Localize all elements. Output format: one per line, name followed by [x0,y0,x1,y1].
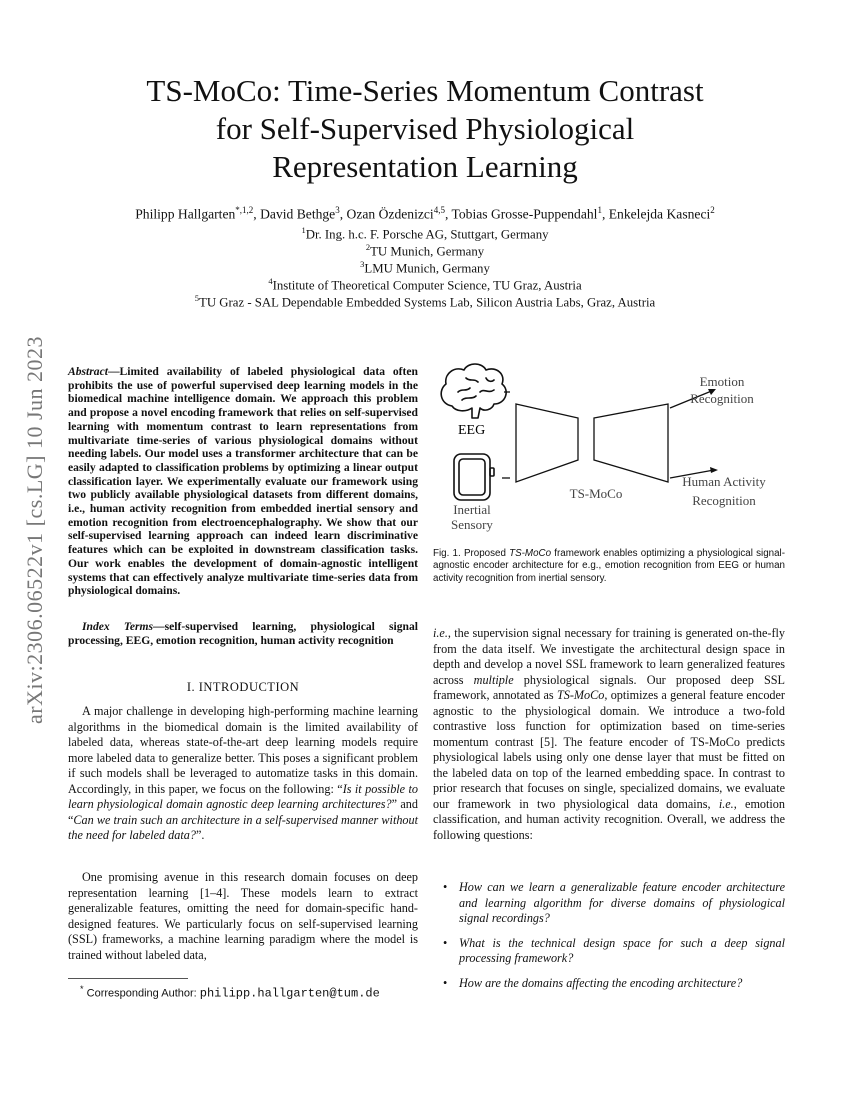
paragraph-text: , the supervision signal necessary for training is generated on-the-fly from the data itself. We investigate the architectural design space in depth and develop a novel SSL framework to learn generalized features across [433,626,785,687]
bullet-icon: • [443,880,448,894]
arxiv-stamp [18,300,52,760]
brain-icon [441,364,506,418]
paper-title [100,72,750,186]
ts-moco-label: TS-MoCo [569,486,623,501]
affiliation-text: Institute of Theoretical Computer Science, TU Graz, Austria [272,278,582,293]
arxiv-stamp-text: arXiv:2306.06522v1 [cs.LG] 10 Jun 2023 [22,335,47,725]
author-list: Philipp Hallgarten$^{*,1,2}$, David Bethge$^3$, Ozan Özdenizci$^{4,5}$, Tobias Grosse-Puppendahl$^1$, Enkelejda Kasneci$^2$ [135,205,715,222]
list-item [433,976,785,992]
index-terms-label: Index Terms [82,620,154,633]
italic-text: TS-MoCo [556,688,605,702]
emotion-label: Emotion [699,374,745,389]
author-name: Enkelejda Kasneci [608,206,711,222]
list-item [433,936,785,967]
author-name: Tobias Grosse-Puppendahl [451,206,598,222]
intro-paragraph-1 [68,704,418,844]
affiliation-line [60,276,790,293]
caption-text: framework enables optimizing a physiological signal-agnostic encoder architecture for e.g., emotion recognition from EEG or human activity recognition from inertial sensory. [433,548,785,584]
author-email: philipp.hallgarten@tum.de [199,986,380,1001]
affiliation-text: Dr. Ing. h.c. F. Porsche AG, Stuttgart, Germany [305,227,549,242]
author-affiliation-mark: *,1,2 [235,205,254,215]
title-line-2: for Self-Supervised Physiological [215,111,635,146]
bullet-icon: • [443,935,448,950]
paragraph-text: , emotion classification, and human activity recognition. Overall, we address the following questions: [433,796,785,842]
italic-text: i.e. [718,796,734,811]
har-recognition-label: Recognition [692,493,756,508]
question-list [433,880,785,1000]
index-terms-text: —self-supervised learning, physiological signal processing, EEG, emotion recognition, human activity recognition [68,620,418,647]
list-item [433,880,785,927]
footnote-label: Corresponding Author: [83,987,200,1000]
research-question-1: Is it possible to learn physiological domain agnostic deep learning architectures? [68,781,418,811]
affiliation-mark: 1 [301,225,306,235]
caption-model-name: TS-MoCo [509,548,552,559]
emotion-recognition-label: Recognition [690,391,754,406]
index-terms [68,620,418,647]
caption-text: Fig. 1. Proposed [433,548,510,559]
question-text: How can we learn a generalizable feature encoder architecture and learning algorithm for diverse domains of physiological signal recordings? [459,880,785,925]
abstract-label: Abstract [68,365,108,378]
footnote-mark: * [80,984,84,994]
encoder-block [516,404,578,482]
affiliation-line [60,259,790,276]
italic-text: i.e. [433,626,448,640]
title-line-3: Representation Learning [272,149,578,184]
footnote-divider [68,978,188,979]
question-text: What is the technical design space for such a deep signal processing framework? [459,935,785,965]
affiliation-text: LMU Munich, Germany [364,261,490,276]
bullet-icon: • [443,975,448,990]
smartwatch-icon [454,454,494,500]
italic-text: multiple [473,672,514,687]
affiliation-line [60,242,790,259]
intro-paragraph-2: One promising avenue in this research domain focuses on deep representation learning [1–4]. These models learn to extract generalizable features, omitting the need for domain-specific hand-designed features. We particularly focus on self-supervised learning (SSL) frameworks, a machine learning paradigm where the model is trained without labeled data, [68,870,418,962]
affiliation-text: TU Graz - SAL Dependable Embedded Systems Lab, Silicon Austria Labs, Graz, Austria [199,295,656,310]
har-label: Human Activity [682,474,766,489]
paragraph-text: physiological signals. Our proposed deep SSL framework, annotated as [433,672,785,702]
affiliation-mark: 4 [268,276,273,286]
affiliation-mark: 5 [194,293,200,303]
section-heading: I. INTRODUCTION [186,680,300,694]
right-column-paragraph [433,626,785,843]
author-affiliation-mark: 2 [710,205,715,215]
research-question-2: Can we train such an architecture in a self-supervised manner without the need for labeled data? [68,812,418,842]
question-text: How are the domains affecting the encoding architecture? [459,975,743,990]
author-affiliation-mark: 4,5 [433,205,445,215]
paragraph-text: , optimizes a general feature encoder agnostic to the physiological domain. We introduce a two-fold contrastive loss function for optimization based on time-series momentum contrast [5]. The feature encoder of TS-MoCo predicts physiological labels using only one dense layer that must be fitted on the labeled data on top of the learned embedding space. In contrast to prior research that focuses on single, specialized domains, we evaluate our framework in two physiological data domains, [433,688,785,811]
paragraph-text: A major challenge in developing high-performing machine learning algorithms in the biomedical domain is the limited availability of labeled data, whereas state-of-the-art deep learning models require more labeled data to generalize better. This poses a significant problem if such models shall be leveraged to automatize tasks in this domain. Accordingly, in this paper, we focus on the following: “ [68,704,418,796]
inertial-sensory-label-2: Sensory [451,517,493,532]
paragraph-text: ” and “ [68,797,418,827]
footnote [80,984,380,1001]
author-affiliation-mark: 1 [597,205,602,215]
affiliation-text: TU Munich, Germany [370,244,485,259]
affiliation-mark: 2 [365,242,371,252]
author-name: David Bethge [260,206,336,222]
abstract [68,365,418,598]
decoder-block [594,404,668,482]
affiliation-line [60,293,790,310]
arrow-head-icon [710,467,718,473]
framework-figure [432,362,792,542]
affiliation-line [60,225,790,242]
paragraph-text: ”. [195,828,205,842]
title-line-1: TS-MoCo: Time-Series Momentum Contrast [146,73,704,108]
author-name: Ozan Özdenizci [346,206,434,222]
input-arrows [502,392,510,478]
eeg-label: EEG [458,423,486,438]
inertial-label: Inertial [453,502,491,517]
figure-caption [433,548,785,585]
abstract-text: —Limited availability of labeled physiological data often prohibits the use of powerful supervised deep learning models in the biomedical machine intelligence domain. We approach this problem and propose a novel encoding framework that relies on self-supervised learning with momentum contrast to learn representations from multivariate time-series of various physiological domains without needing labels. Our model uses a transformer architecture that can be easily adapted to classification problems by optimizing a linear output classification layer. We experimentally evaluate our framework using two publicly available physiological datasets from different domains, i.e., human activity recognition from embedded inertial sensory and emotion recognition from electroencephalography. We show that our self-supervised learning approach can indeed learn discriminative features which can be exploited in downstream classification tasks. Our work enables the development of domain-agnostic intelligent systems that can effectively analyze multivariate time-series data from physiological domains. [68,365,418,598]
author-affiliation-mark: 3 [335,205,340,215]
affiliation-mark: 3 [360,259,365,269]
author-name: Philipp Hallgarten [135,206,236,222]
